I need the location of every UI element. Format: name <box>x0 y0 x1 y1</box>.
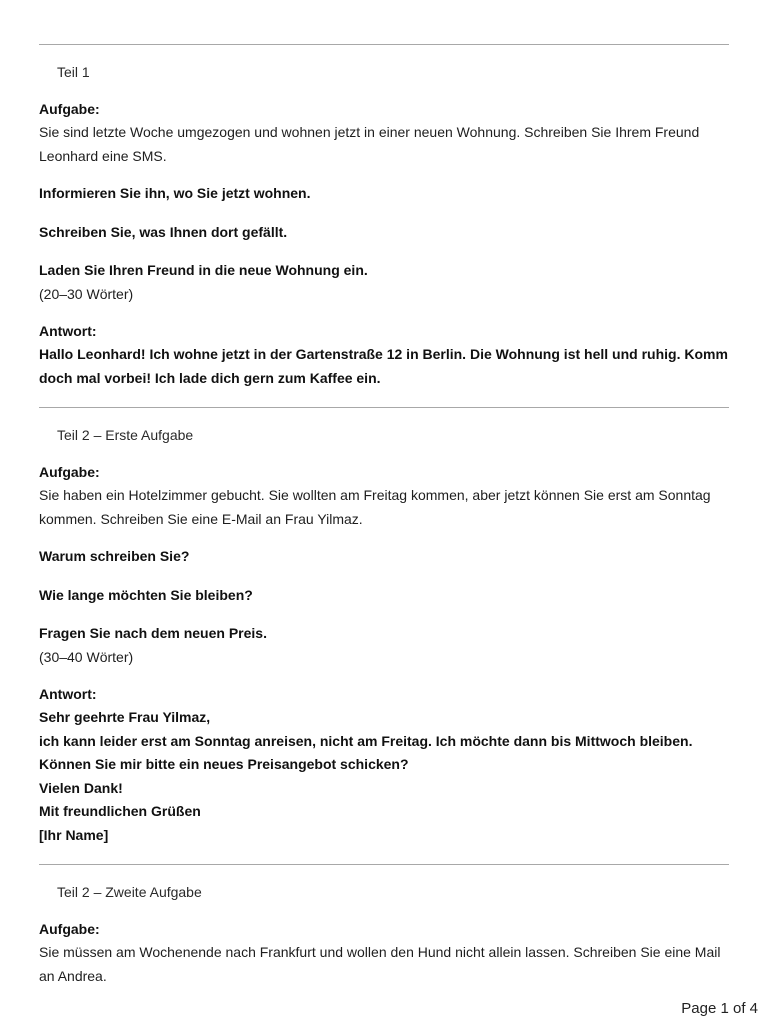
answer-line: Vielen Dank! <box>39 779 123 796</box>
answer-line: Können Sie mir bitte ein neues Preisangebot schicken? <box>39 756 409 772</box>
task-label: Aufgabe: <box>39 101 100 117</box>
task-text: Sie sind letzte Woche umgezogen und wohnen jetzt in einer neuen Wohnung. Schreiben Sie Ihrem Freund Leonhard eine SMS. <box>39 124 700 164</box>
task-label: Aufgabe: <box>39 921 100 937</box>
task-text: Sie haben ein Hotelzimmer gebucht. Sie wollten am Freitag kommen, aber jetzt können Sie erst am Sonntag kommen. Schreiben Sie eine E-Mail an Frau Yilmaz. <box>39 487 711 527</box>
document-page <box>39 0 729 1019</box>
task-label: Aufgabe: <box>39 464 100 480</box>
task-point: Wie lange möchten Sie bleiben? <box>39 586 253 603</box>
answer-line: [Ihr Name] <box>39 826 109 843</box>
answer-label: Antwort: <box>39 323 97 339</box>
answer-label: Antwort: <box>39 686 97 702</box>
task-point: Schreiben Sie, was Ihnen dort gefällt. <box>39 223 288 240</box>
task-point: Informieren Sie ihn, wo Sie jetzt wohnen. <box>39 185 311 201</box>
task-point: Laden Sie Ihren Freund in die neue Wohnung ein. <box>39 262 368 278</box>
answer-line: ich kann leider erst am Sonntag anreisen, nicht am Freitag. Ich möchte dann bis Mittwoch bleiben. <box>39 732 693 749</box>
section-title: Teil 2 – Zweite Aufgabe <box>57 884 202 900</box>
word-count: (20–30 Wörter) <box>39 285 134 302</box>
task-text: Sie müssen am Wochenende nach Frankfurt und wollen den Hund nicht allein lassen. Schreiben Sie eine Mail an Andrea. <box>39 944 721 984</box>
task-point: Fragen Sie nach dem neuen Preis. <box>39 625 267 641</box>
section-teil-2-erste <box>39 408 729 864</box>
word-count: (30–40 Wörter) <box>39 648 134 665</box>
page-indicator: Page 1 of 4 <box>681 1000 758 1017</box>
section-teil-2-zweite <box>39 865 729 1019</box>
section-teil-1 <box>39 45 729 407</box>
answer-line: Sehr geehrte Frau Yilmaz, <box>39 709 211 725</box>
task-point: Warum schreiben Sie? <box>39 548 190 564</box>
section-title: Teil 2 – Erste Aufgabe <box>57 427 194 443</box>
answer-line: Mit freundlichen Grüßen <box>39 803 201 819</box>
section-title: Teil 1 <box>57 64 90 80</box>
answer-text: Hallo Leonhard! Ich wohne jetzt in der Gartenstraße 12 in Berlin. Die Wohnung ist hell und ruhig. Komm doch mal vorbei! Ich lade dich gern zum Kaffee ein. <box>39 346 728 386</box>
